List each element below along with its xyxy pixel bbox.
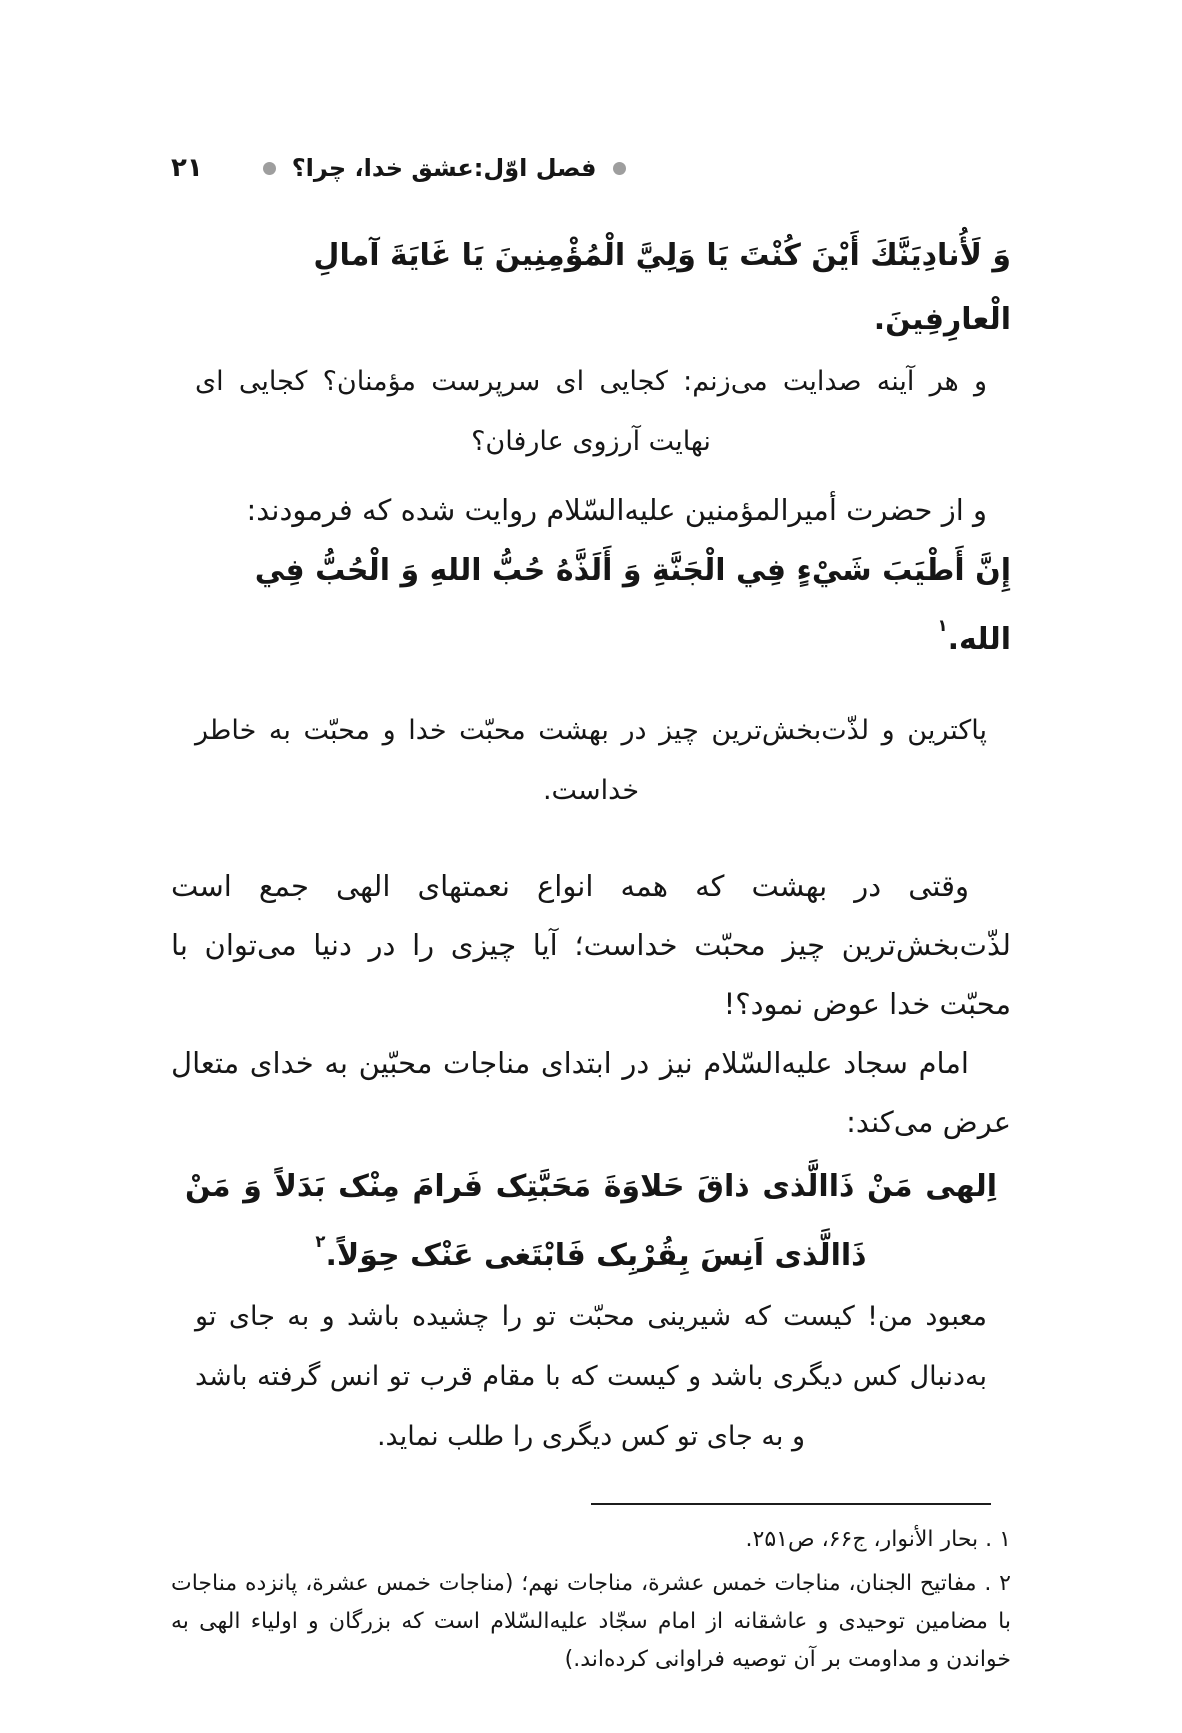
arabic-quote-1 [171,224,1011,352]
arabic-quote-1-text: وَ لَأُنادِيَنَّكَ أَيْنَ كُنْتَ يَا وَلِيَّ الْمُؤْمِنِينَ يَا غَايَةَ آمالِ الْعارِفِينَ. [313,238,1011,337]
running-header [171,148,1011,188]
footnote-ref-1: ۱ [937,615,948,635]
translation-2: پاکترین و لذّت‌بخش‌ترین چیز در بهشت محبّت خدا و محبّت به خاطر خداست. [195,715,987,806]
arabic-quote-2-text: إِنَّ أَطْيَبَ شَيْءٍ فِي الْجَنَّةِ وَ أَلَذَّهُ حُبُّ اللهِ وَ الْحُبُّ فِي الله. [254,553,1011,657]
footnotes-section [171,1521,1011,1679]
translation-3: معبود من! کیست که شیرینی محبّت تو را چشیده باشد و به جای تو به‌دنبال کس دیگری باشد و کیست که با مقام قرب تو انس گرفته باشد و به جای تو کس دیگری را طلب نماید. [195,1301,987,1452]
narration-intro: و از حضرت أمیرالمؤمنین علیه‌السّلام روایت شده که فرمودند: [246,493,987,527]
footnote-2-text: مفاتیح الجنان، مناجات خمس عشرة، مناجات نهم؛ (مناجات خمس عشرة، پانزده مناجات با مضامین توحیدی و عاشقانه از امام سجّاد علیه‌السّلام است که بزرگان و اولیاء الهی به خواندن و مداومت بر آن توصیه فراوانی کرده‌اند.) [171,1571,1011,1672]
footnote-1-marker: ۱ . [985,1527,1011,1552]
footnote-2 [171,1565,1011,1679]
footnote-divider [591,1503,991,1505]
header-bullet-icon [263,162,276,175]
paragraph-2: امام سجاد علیه‌السّلام نیز در ابتدای مناجات محبّین به خدای متعال عرض می‌کند: [171,1046,1011,1139]
text-column [171,0,1011,1679]
footnote-2-marker: ۲ . [984,1571,1011,1596]
paragraph-1: وقتی در بهشت که همه انواع نعمتهای الهی جمع است لذّت‌بخش‌ترین چیز محبّت خداست؛ آیا چیزی را در دنیا می‌توان با محبّت خدا عوض نمود؟! [171,869,1011,1021]
arabic-quote-2 [171,540,1011,671]
page-number: ۲۱ [171,153,203,183]
arabic-quote-3 [171,1156,1011,1287]
translation-1: و هر آینه صدایت می‌زنم: کجایی ای سرپرست مؤمنان؟ کجایی ای نهایت آرزوی عارفان؟ [195,366,987,457]
footnote-1 [171,1521,1011,1559]
chapter-title: فصل اوّل:عشق خدا، چرا؟ [291,154,597,182]
header-bullet-icon [613,162,626,175]
footnote-ref-2: ۲ [315,1231,326,1251]
arabic-quote-3-text: اِلهی مَنْ ذَاالَّذی ذاقَ حَلاوَةَ مَحَبَّتِک فَرامَ مِنْک بَدَلاً وَ مَنْ ذَاالَّذی اَنِسَ بِقُرْبِک فَابْتَغی عَنْک حِوَلاً. [185,1169,997,1273]
footnote-1-text: بحار الأنوار، ج۶۶، ص۲۵۱. [745,1527,979,1552]
